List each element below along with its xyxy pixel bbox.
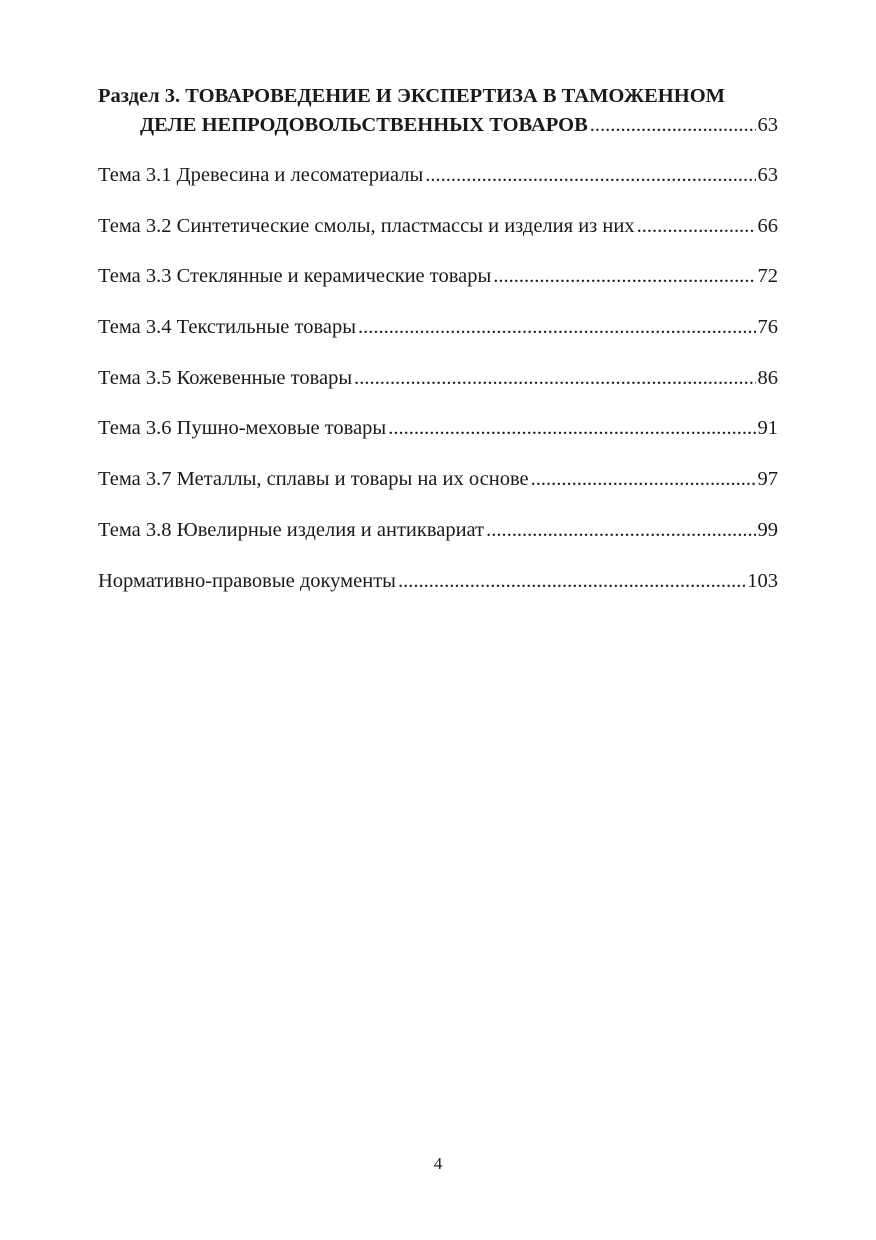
toc-entry-label: Нормативно-правовые документы bbox=[98, 569, 396, 592]
dot-leader bbox=[493, 262, 755, 291]
page-number-footer: 4 bbox=[433, 1154, 443, 1173]
toc-entry-label: Тема 3.6 Пушно-меховые товары bbox=[98, 417, 387, 440]
dot-leader bbox=[425, 161, 755, 190]
section-title-line2-row bbox=[98, 111, 778, 140]
toc-entry-label: Тема 3.4 Текстильные товары bbox=[98, 316, 356, 339]
toc-entry-page: 99 bbox=[757, 518, 778, 541]
toc-entry bbox=[98, 414, 778, 443]
toc-entry bbox=[98, 161, 778, 190]
section-title-line1: Раздел 3. ТОВАРОВЕДЕНИЕ И ЭКСПЕРТИЗА В ТАМОЖЕННОМ bbox=[98, 85, 725, 107]
dot-leader bbox=[354, 364, 755, 393]
toc-entry-page: 63 bbox=[757, 164, 778, 186]
toc-entry bbox=[98, 313, 778, 342]
dot-leader bbox=[358, 313, 756, 342]
dot-leader bbox=[398, 567, 745, 596]
toc-entry-label: Тема 3.7 Металлы, сплавы и товары на их основе bbox=[98, 468, 529, 491]
dot-leader bbox=[637, 212, 756, 241]
toc-entry-page: 97 bbox=[757, 468, 778, 491]
dot-leader bbox=[486, 516, 755, 545]
toc-entry-page: 76 bbox=[757, 316, 778, 339]
toc-entry-page: 91 bbox=[757, 417, 778, 440]
toc-entry bbox=[98, 212, 778, 241]
section-page-number: 63 bbox=[757, 114, 778, 136]
toc-entry-label: Тема 3.1 Древесина и лесоматериалы bbox=[98, 164, 424, 186]
toc-entry bbox=[98, 262, 778, 291]
dot-leader bbox=[388, 414, 755, 443]
table-of-contents bbox=[98, 82, 778, 617]
section-title-line2: ДЕЛЕ НЕПРОДОВОЛЬСТВЕННЫХ ТОВАРОВ bbox=[140, 114, 588, 136]
dot-leader bbox=[590, 111, 756, 140]
toc-entry-label: Тема 3.8 Ювелирные изделия и антиквариат bbox=[98, 518, 485, 541]
toc-section-heading bbox=[98, 82, 778, 140]
toc-entry-label: Тема 3.5 Кожевенные товары bbox=[98, 366, 353, 389]
toc-entry-page: 103 bbox=[747, 569, 778, 592]
toc-entry bbox=[98, 567, 778, 596]
toc-entry bbox=[98, 465, 778, 494]
toc-entry-page: 66 bbox=[757, 214, 778, 237]
toc-entry-page: 72 bbox=[757, 265, 778, 288]
toc-entry bbox=[98, 364, 778, 393]
toc-entry bbox=[98, 516, 778, 545]
toc-entry-label: Тема 3.2 Синтетические смолы, пластмассы и изделия из них bbox=[98, 214, 635, 237]
toc-entry-page: 86 bbox=[757, 366, 778, 389]
toc-entry-label: Тема 3.3 Стеклянные и керамические товары bbox=[98, 265, 492, 288]
dot-leader bbox=[531, 465, 756, 494]
